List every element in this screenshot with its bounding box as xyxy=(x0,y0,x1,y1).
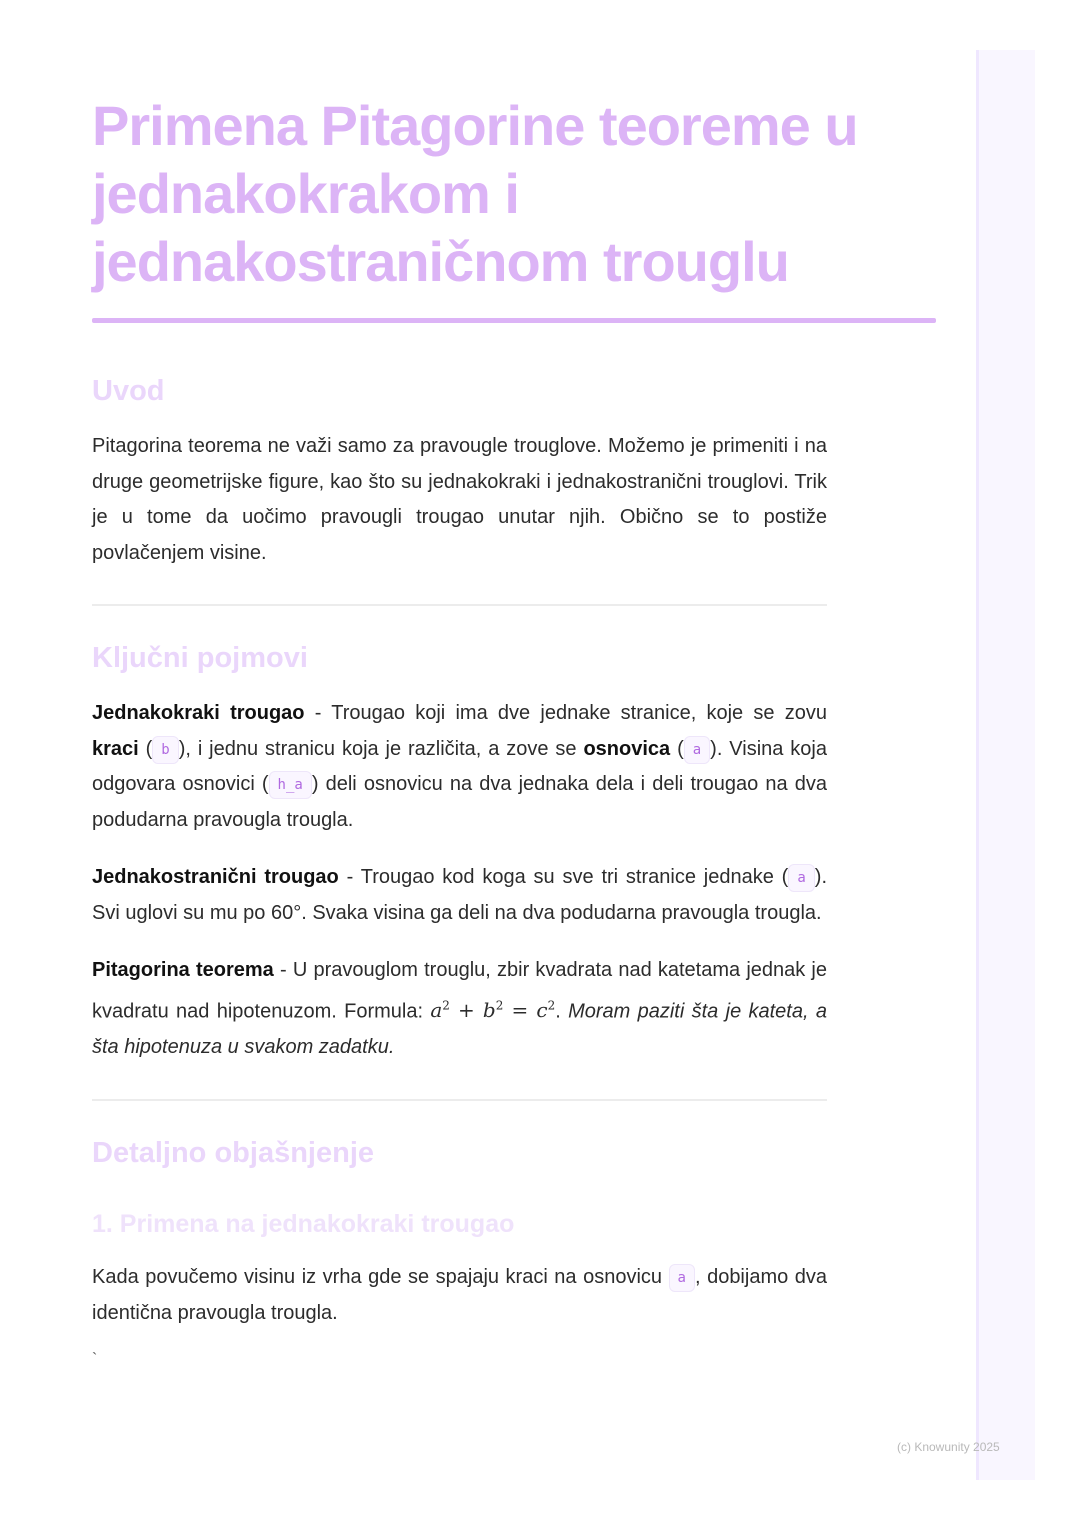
text: . xyxy=(555,1000,569,1023)
formula-exponent: 2 xyxy=(495,998,504,1013)
text: ). Svi uglovi su mu po 60°. Svaka visina ga deli na dva podudarna pravougla trougla. xyxy=(92,866,827,924)
term-jednakostranicni: Jednakostranični trougao xyxy=(92,866,339,888)
definition-jednakostranicni xyxy=(92,860,827,931)
title-line-3: jednakostraničnom trouglu xyxy=(92,230,789,293)
formula-a: a xyxy=(430,998,443,1023)
code-a: a xyxy=(788,864,814,892)
text: - Trougao kod koga su sve tri stranice jednake ( xyxy=(338,866,789,888)
italic-note: Moram paziti šta je kateta, a šta hipotenuza u svakom zadatku. xyxy=(92,1000,827,1058)
term-osnovica: osnovica xyxy=(583,737,671,760)
subsection-heading-jednakokraki: 1. Primena na jednakokraki trougao xyxy=(92,1210,515,1239)
definition-pitagorina-teorema xyxy=(92,953,827,1065)
code-h-a: h_a xyxy=(269,771,312,799)
text: ( xyxy=(670,737,684,760)
formula-exponent: 2 xyxy=(547,998,556,1013)
uvod-paragraph: Pitagorina teorema ne važi samo za pravougle trouglove. Možemo je primeniti i na druge geometrijske figure, kao što su jednakokraki i jednakostranični trouglovi. Trik je u tome da uočimo pravougli trougao unutar njih. Obično se to postiže povlačenjem visine. xyxy=(92,435,827,564)
copyright-footer: (c) Knowunity 2025 xyxy=(897,1440,1000,1454)
title-underline xyxy=(92,318,936,323)
section-divider xyxy=(92,604,827,606)
formula-b: b xyxy=(482,998,496,1023)
formula xyxy=(430,998,555,1022)
term-jednakokraki: Jednakokraki trougao xyxy=(92,702,305,724)
code-b: b xyxy=(152,736,178,764)
formula-c: c xyxy=(536,998,548,1023)
section-heading-detaljno: Detaljno objašnjenje xyxy=(92,1137,374,1170)
definition-jednakokraki xyxy=(92,696,827,838)
title-line-2: jednakokrakom i xyxy=(92,162,519,225)
title-line-1: Primena Pitagorine teoreme u xyxy=(92,94,858,157)
text: Kada povučemo visinu iz vrha gde se spajaju kraci na osnovicu xyxy=(92,1266,669,1289)
text: ( xyxy=(138,737,153,760)
side-strip xyxy=(976,50,1035,1480)
term-kraci: kraci xyxy=(92,737,139,760)
formula-plus: + xyxy=(449,998,483,1023)
text: - U pravouglom trouglu, zbir kvadrata nad katetama jednak je kvadratu nad hipotenuzom. Formula: xyxy=(92,959,827,1023)
page-title xyxy=(92,92,937,296)
text: ). Visina koja odgovara osnovici ( xyxy=(92,737,827,795)
section-divider xyxy=(92,1099,827,1101)
formula-equals: = xyxy=(503,998,537,1023)
text: ), i jednu stranicu koja je različita, a zove se xyxy=(178,737,584,760)
text: - Trougao koji ima dve jednake stranice, koje se zovu xyxy=(304,702,827,724)
section-heading-kljucni-pojmovi: Ključni pojmovi xyxy=(92,642,308,674)
text: , dobijamo dva identična pravougla trougla. xyxy=(92,1266,828,1324)
text: ) deli osnovicu na dva jednaka dela i deli trougao na dva podudarna pravougla trougla. xyxy=(92,773,827,831)
formula-exponent: 2 xyxy=(442,998,450,1013)
term-pitagorina-teorema: Pitagorina teorema xyxy=(92,959,274,981)
document-content xyxy=(92,92,858,1369)
section-heading-uvod: Uvod xyxy=(92,375,165,407)
detaljno-paragraph xyxy=(92,1260,827,1331)
code-a: a xyxy=(684,736,710,764)
stray-backtick: ` xyxy=(92,1351,98,1369)
code-a: a xyxy=(669,1264,695,1292)
